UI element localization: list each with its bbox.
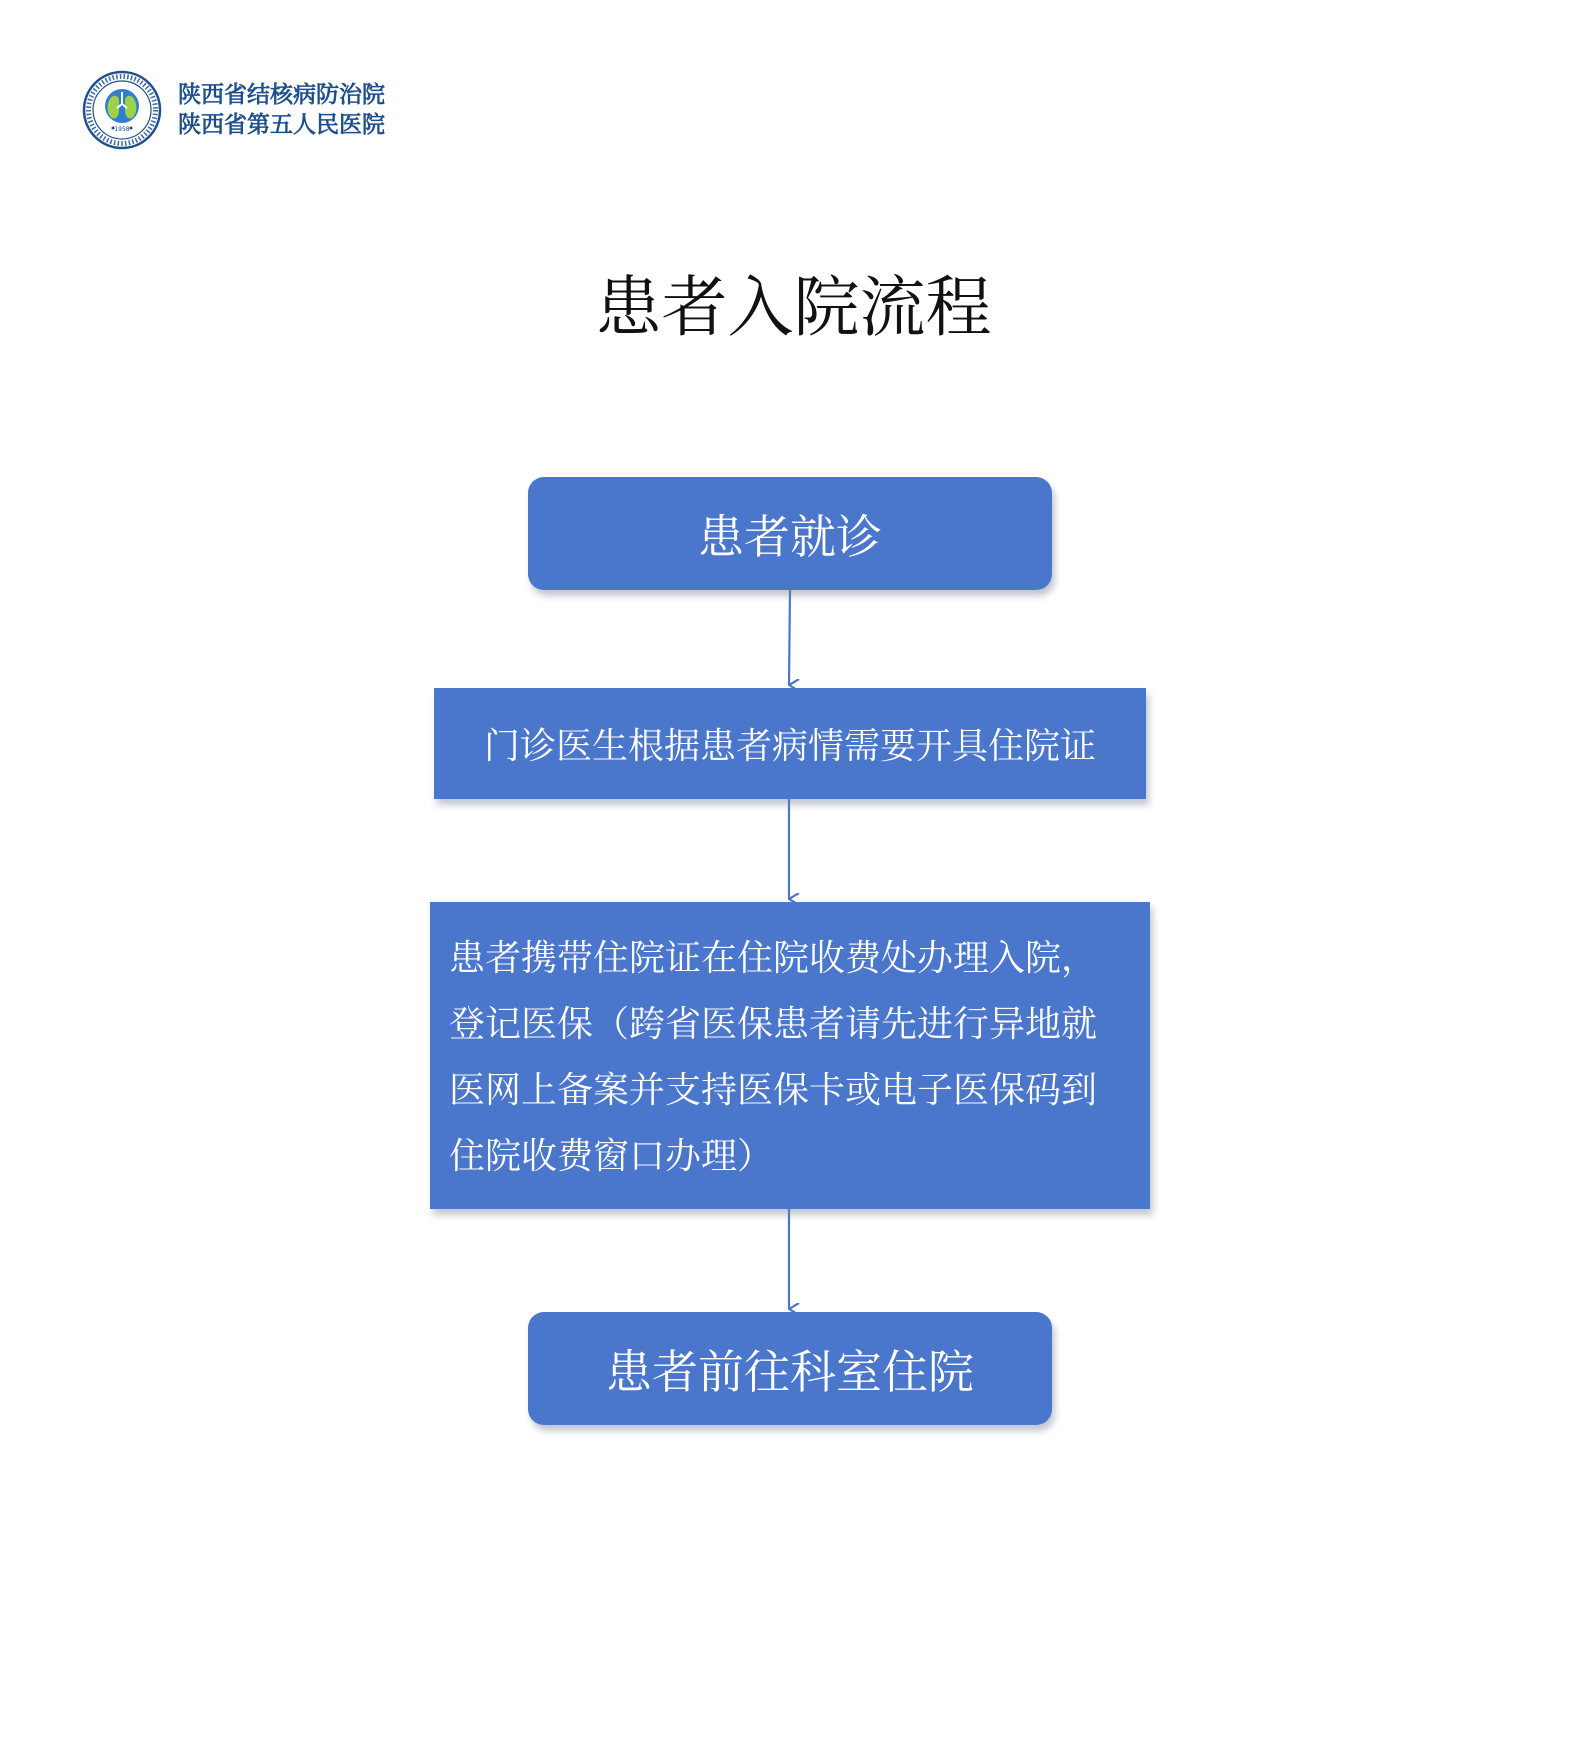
- step-go-to-ward: [528, 1312, 1052, 1425]
- org-name-secondary: 陕西省第五人民医院: [178, 112, 385, 138]
- step-text-line: 医网上备案并支持医保卡或电子医保码到: [449, 1070, 1098, 1111]
- step-patient-visit: [528, 477, 1052, 590]
- step-admission-registration: [430, 902, 1150, 1209]
- step-label: 患者前往科室住院: [606, 1344, 974, 1399]
- step-text-line: 登记医保（跨省医保患者请先进行异地就: [449, 1004, 1098, 1045]
- org-name-primary: 陕西省结核病防治院: [178, 82, 385, 108]
- hospital-logo-icon: [82, 70, 162, 150]
- organization-names: [178, 80, 385, 140]
- logo-year: 1958: [114, 126, 130, 133]
- step-text-line: 住院收费窗口办理）: [449, 1136, 774, 1177]
- step-label: 患者就诊: [698, 509, 882, 564]
- step-label: 门诊医生根据患者病情需要开具住院证: [483, 726, 1096, 767]
- page-title: 患者入院流程: [595, 269, 992, 346]
- step-admission-certificate: [434, 688, 1146, 799]
- arrow-step1-to-step2: [789, 590, 790, 685]
- step-text-line: 患者携带住院证在住院收费处办理入院，: [449, 938, 1098, 979]
